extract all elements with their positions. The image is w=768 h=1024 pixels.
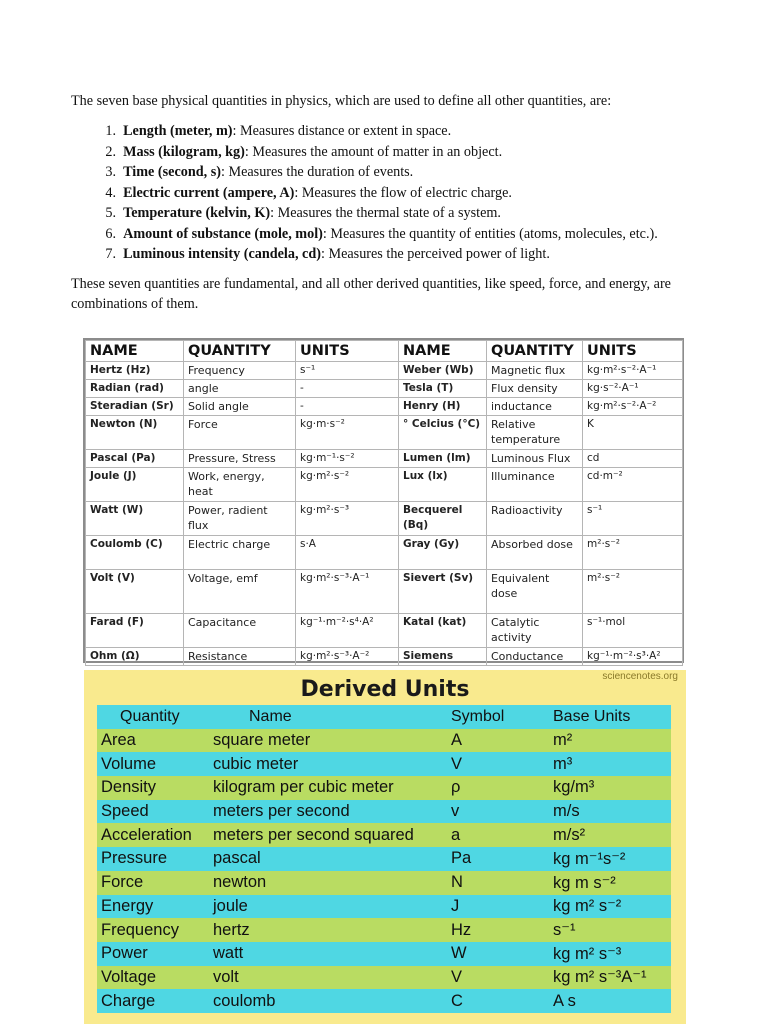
quantity-description: : Measures the thermal state of a system. [270, 205, 501, 221]
si-units: kg·m⁻¹·s⁻² [296, 450, 399, 468]
si-units: cd [583, 450, 683, 468]
si-quantity: angle [184, 380, 296, 398]
derived-base-units: kg/m³ [549, 776, 671, 800]
derived-units-graphic [84, 670, 686, 1024]
derived-base-units: kg m s⁻² [549, 871, 671, 895]
table-row [86, 570, 683, 614]
si-units: s·A [296, 536, 399, 570]
list-item [71, 183, 711, 204]
table-row [86, 648, 683, 666]
derived-units-title: Derived Units [300, 677, 470, 702]
si-unit-name: Lux (lx) [399, 468, 487, 502]
si-quantity: Luminous Flux [487, 450, 583, 468]
table-row [97, 752, 671, 776]
derived-unit-name: pascal [209, 847, 447, 871]
list-item [71, 224, 711, 245]
si-quantity: Work, energy, heat [184, 468, 296, 502]
list-number: 4. [105, 184, 116, 201]
si-units-table [85, 340, 683, 666]
table-row [97, 942, 671, 966]
si-column-header: UNITS [583, 341, 683, 362]
table-row [86, 502, 683, 536]
si-unit-name: ° Celcius (°C) [399, 416, 487, 450]
si-quantity: Radioactivity [487, 502, 583, 536]
si-units: m²·s⁻² [583, 570, 683, 614]
si-quantity: Electric charge [184, 536, 296, 570]
si-units: kg·m²·s⁻² [296, 468, 399, 502]
derived-header-row [97, 705, 671, 729]
derived-unit-name: square meter [209, 729, 447, 753]
base-quantities-list [71, 121, 711, 265]
si-column-header: QUANTITY [487, 341, 583, 362]
quantity-description: : Measures the duration of events. [220, 164, 414, 180]
quantity-description: : Measures the quantity of entities (atoms, molecules, etc.). [322, 225, 658, 242]
derived-quantity: Charge [97, 989, 209, 1013]
derived-column-header: Base Units [549, 705, 671, 729]
list-item [71, 121, 711, 142]
si-quantity: Flux density [487, 380, 583, 398]
list-number: 5. [105, 205, 116, 221]
si-header-row [86, 341, 683, 362]
derived-unit-name: meters per second squared [209, 823, 447, 847]
si-units: m²·s⁻² [583, 536, 683, 570]
si-column-header: NAME [86, 341, 184, 362]
si-quantity: Conductance [487, 648, 583, 666]
derived-quantity: Acceleration [97, 823, 209, 847]
derived-quantity: Voltage [97, 966, 209, 990]
si-unit-name: Henry (H) [399, 398, 487, 416]
si-units: kg·m²·s⁻²·A⁻¹ [583, 362, 683, 380]
si-unit-name: Farad (F) [86, 614, 184, 648]
intro-paragraph: The seven base physical quantities in physics, which are used to define all other quantities, are: [71, 93, 612, 109]
si-unit-name: Ohm (Ω) [86, 648, 184, 666]
derived-unit-name: joule [209, 895, 447, 919]
derived-symbol: a [447, 823, 549, 847]
si-quantity: Force [184, 416, 296, 450]
table-row [97, 847, 671, 871]
derived-symbol: V [447, 752, 549, 776]
table-row [97, 729, 671, 753]
si-units: cd·m⁻² [583, 468, 683, 502]
list-item [71, 244, 711, 265]
derived-unit-name: meters per second [209, 800, 447, 824]
si-quantity: Magnetic flux [487, 362, 583, 380]
table-row [97, 800, 671, 824]
derived-symbol: v [447, 800, 549, 824]
derived-symbol: C [447, 989, 549, 1013]
derived-base-units: kg m² s⁻² [549, 895, 671, 919]
derived-base-units: m² [549, 729, 671, 753]
table-row [86, 362, 683, 380]
derived-table-body [97, 705, 671, 1013]
si-unit-name: Sievert (Sv) [399, 570, 487, 614]
quantity-description: : Measures the perceived power of light. [320, 246, 550, 262]
derived-base-units: kg m⁻¹s⁻² [549, 847, 671, 871]
derived-quantity: Density [97, 776, 209, 800]
si-unit-name: Radian (rad) [86, 380, 184, 398]
table-row [86, 416, 683, 450]
table-row [97, 776, 671, 800]
quantity-name: Amount of substance (mole, mol) [123, 225, 323, 242]
derived-unit-name: kilogram per cubic meter [209, 776, 447, 800]
si-units: - [296, 380, 399, 398]
si-quantity: inductance [487, 398, 583, 416]
si-quantity: Pressure, Stress [184, 450, 296, 468]
table-row [97, 895, 671, 919]
si-unit-name: Joule (J) [86, 468, 184, 502]
quantity-name: Temperature (kelvin, K) [123, 205, 271, 221]
derived-symbol: Hz [447, 918, 549, 942]
source-credit: sciencenotes.org [602, 671, 678, 682]
si-quantity: Voltage, emf [184, 570, 296, 614]
si-column-header: QUANTITY [184, 341, 296, 362]
si-units: s⁻¹ [296, 362, 399, 380]
si-unit-name: Volt (V) [86, 570, 184, 614]
list-number: 3. [105, 164, 116, 180]
si-quantity: Capacitance [184, 614, 296, 648]
quantity-name: Luminous intensity (candela, cd) [123, 246, 321, 262]
derived-base-units: kg m² s⁻³A⁻¹ [549, 966, 671, 990]
si-units: s⁻¹·mol [583, 614, 683, 648]
derived-base-units: m/s [549, 800, 671, 824]
table-row [97, 823, 671, 847]
si-quantity: Catalytic activity [487, 614, 583, 648]
si-column-header: UNITS [296, 341, 399, 362]
list-number: 1. [105, 123, 116, 139]
si-quantity: Relative temperature [487, 416, 583, 450]
derived-quantity: Area [97, 729, 209, 753]
derived-symbol: Pa [447, 847, 549, 871]
si-unit-name: Watt (W) [86, 502, 184, 536]
quantity-description: : Measures distance or extent in space. [232, 123, 452, 139]
derived-quantity: Speed [97, 800, 209, 824]
derived-quantity: Pressure [97, 847, 209, 871]
list-number: 2. [105, 143, 116, 160]
quantity-name: Time (second, s) [123, 164, 221, 180]
table-row [97, 918, 671, 942]
list-number: 7. [105, 246, 116, 262]
table-row [86, 536, 683, 570]
derived-base-units: A s [549, 989, 671, 1013]
derived-quantity: Frequency [97, 918, 209, 942]
si-unit-name: Coulomb (C) [86, 536, 184, 570]
si-units: kg⁻¹·m⁻²·s⁴·A² [296, 614, 399, 648]
si-unit-name: Weber (Wb) [399, 362, 487, 380]
table-row [86, 450, 683, 468]
si-unit-name: Lumen (lm) [399, 450, 487, 468]
si-units: kg⁻¹·m⁻²·s³·A² [583, 648, 683, 666]
derived-column-header: Name [209, 705, 447, 729]
si-table-body [86, 362, 683, 666]
derived-quantity: Energy [97, 895, 209, 919]
si-units: kg·m·s⁻² [296, 416, 399, 450]
si-quantity: Absorbed dose [487, 536, 583, 570]
si-units: kg·s⁻²·A⁻¹ [583, 380, 683, 398]
si-quantity: Equivalent dose [487, 570, 583, 614]
si-unit-name: Newton (N) [86, 416, 184, 450]
si-unit-name: Siemens [399, 648, 487, 666]
table-row [97, 989, 671, 1013]
si-unit-name: Katal (kat) [399, 614, 487, 648]
si-quantity: Frequency [184, 362, 296, 380]
derived-unit-name: cubic meter [209, 752, 447, 776]
quantity-name: Length (meter, m) [123, 123, 233, 139]
si-units: kg·m²·s⁻³ [296, 502, 399, 536]
derived-symbol: ρ [447, 776, 549, 800]
si-quantity: Illuminance [487, 468, 583, 502]
table-row [86, 468, 683, 502]
table-row [97, 966, 671, 990]
table-row [86, 614, 683, 648]
derived-unit-name: watt [209, 942, 447, 966]
derived-symbol: A [447, 729, 549, 753]
si-quantity: Resistance [184, 648, 296, 666]
si-unit-name: Gray (Gy) [399, 536, 487, 570]
quantity-name: Mass (kilogram, kg) [123, 143, 245, 160]
si-quantity: Power, radient flux [184, 502, 296, 536]
si-units: s⁻¹ [583, 502, 683, 536]
derived-base-units: kg m² s⁻³ [549, 942, 671, 966]
si-unit-name: Steradian (Sr) [86, 398, 184, 416]
outro-paragraph: These seven quantities are fundamental, and all other derived quantities, like speed, force, and energy, are combinations of them. [71, 276, 671, 312]
derived-symbol: N [447, 871, 549, 895]
derived-units-table [97, 705, 671, 1013]
derived-symbol: W [447, 942, 549, 966]
derived-column-header: Quantity [97, 705, 209, 729]
table-row [97, 871, 671, 895]
derived-base-units: m/s² [549, 823, 671, 847]
derived-quantity: Volume [97, 752, 209, 776]
si-unit-name: Becquerel (Bq) [399, 502, 487, 536]
si-units-table-image [83, 338, 684, 663]
derived-symbol: V [447, 966, 549, 990]
derived-unit-name: hertz [209, 918, 447, 942]
derived-unit-name: newton [209, 871, 447, 895]
derived-base-units: s⁻¹ [549, 918, 671, 942]
si-units: kg·m²·s⁻²·A⁻² [583, 398, 683, 416]
derived-unit-name: coulomb [209, 989, 447, 1013]
table-row [86, 380, 683, 398]
list-item [71, 162, 711, 183]
derived-column-header: Symbol [447, 705, 549, 729]
quantity-name: Electric current (ampere, A) [123, 184, 295, 201]
list-item [71, 142, 711, 163]
derived-unit-name: volt [209, 966, 447, 990]
si-unit-name: Pascal (Pa) [86, 450, 184, 468]
derived-quantity: Power [97, 942, 209, 966]
si-units: kg·m²·s⁻³·A⁻² [296, 648, 399, 666]
derived-symbol: J [447, 895, 549, 919]
quantity-description: : Measures the flow of electric charge. [294, 184, 512, 201]
si-units: K [583, 416, 683, 450]
si-quantity: Solid angle [184, 398, 296, 416]
si-units: - [296, 398, 399, 416]
si-unit-name: Hertz (Hz) [86, 362, 184, 380]
derived-base-units: m³ [549, 752, 671, 776]
quantity-description: : Measures the amount of matter in an object. [244, 143, 503, 160]
si-unit-name: Tesla (T) [399, 380, 487, 398]
derived-quantity: Force [97, 871, 209, 895]
si-units: kg·m²·s⁻³·A⁻¹ [296, 570, 399, 614]
list-item [71, 203, 711, 224]
list-number: 6. [105, 225, 116, 242]
table-row [86, 398, 683, 416]
si-column-header: NAME [399, 341, 487, 362]
